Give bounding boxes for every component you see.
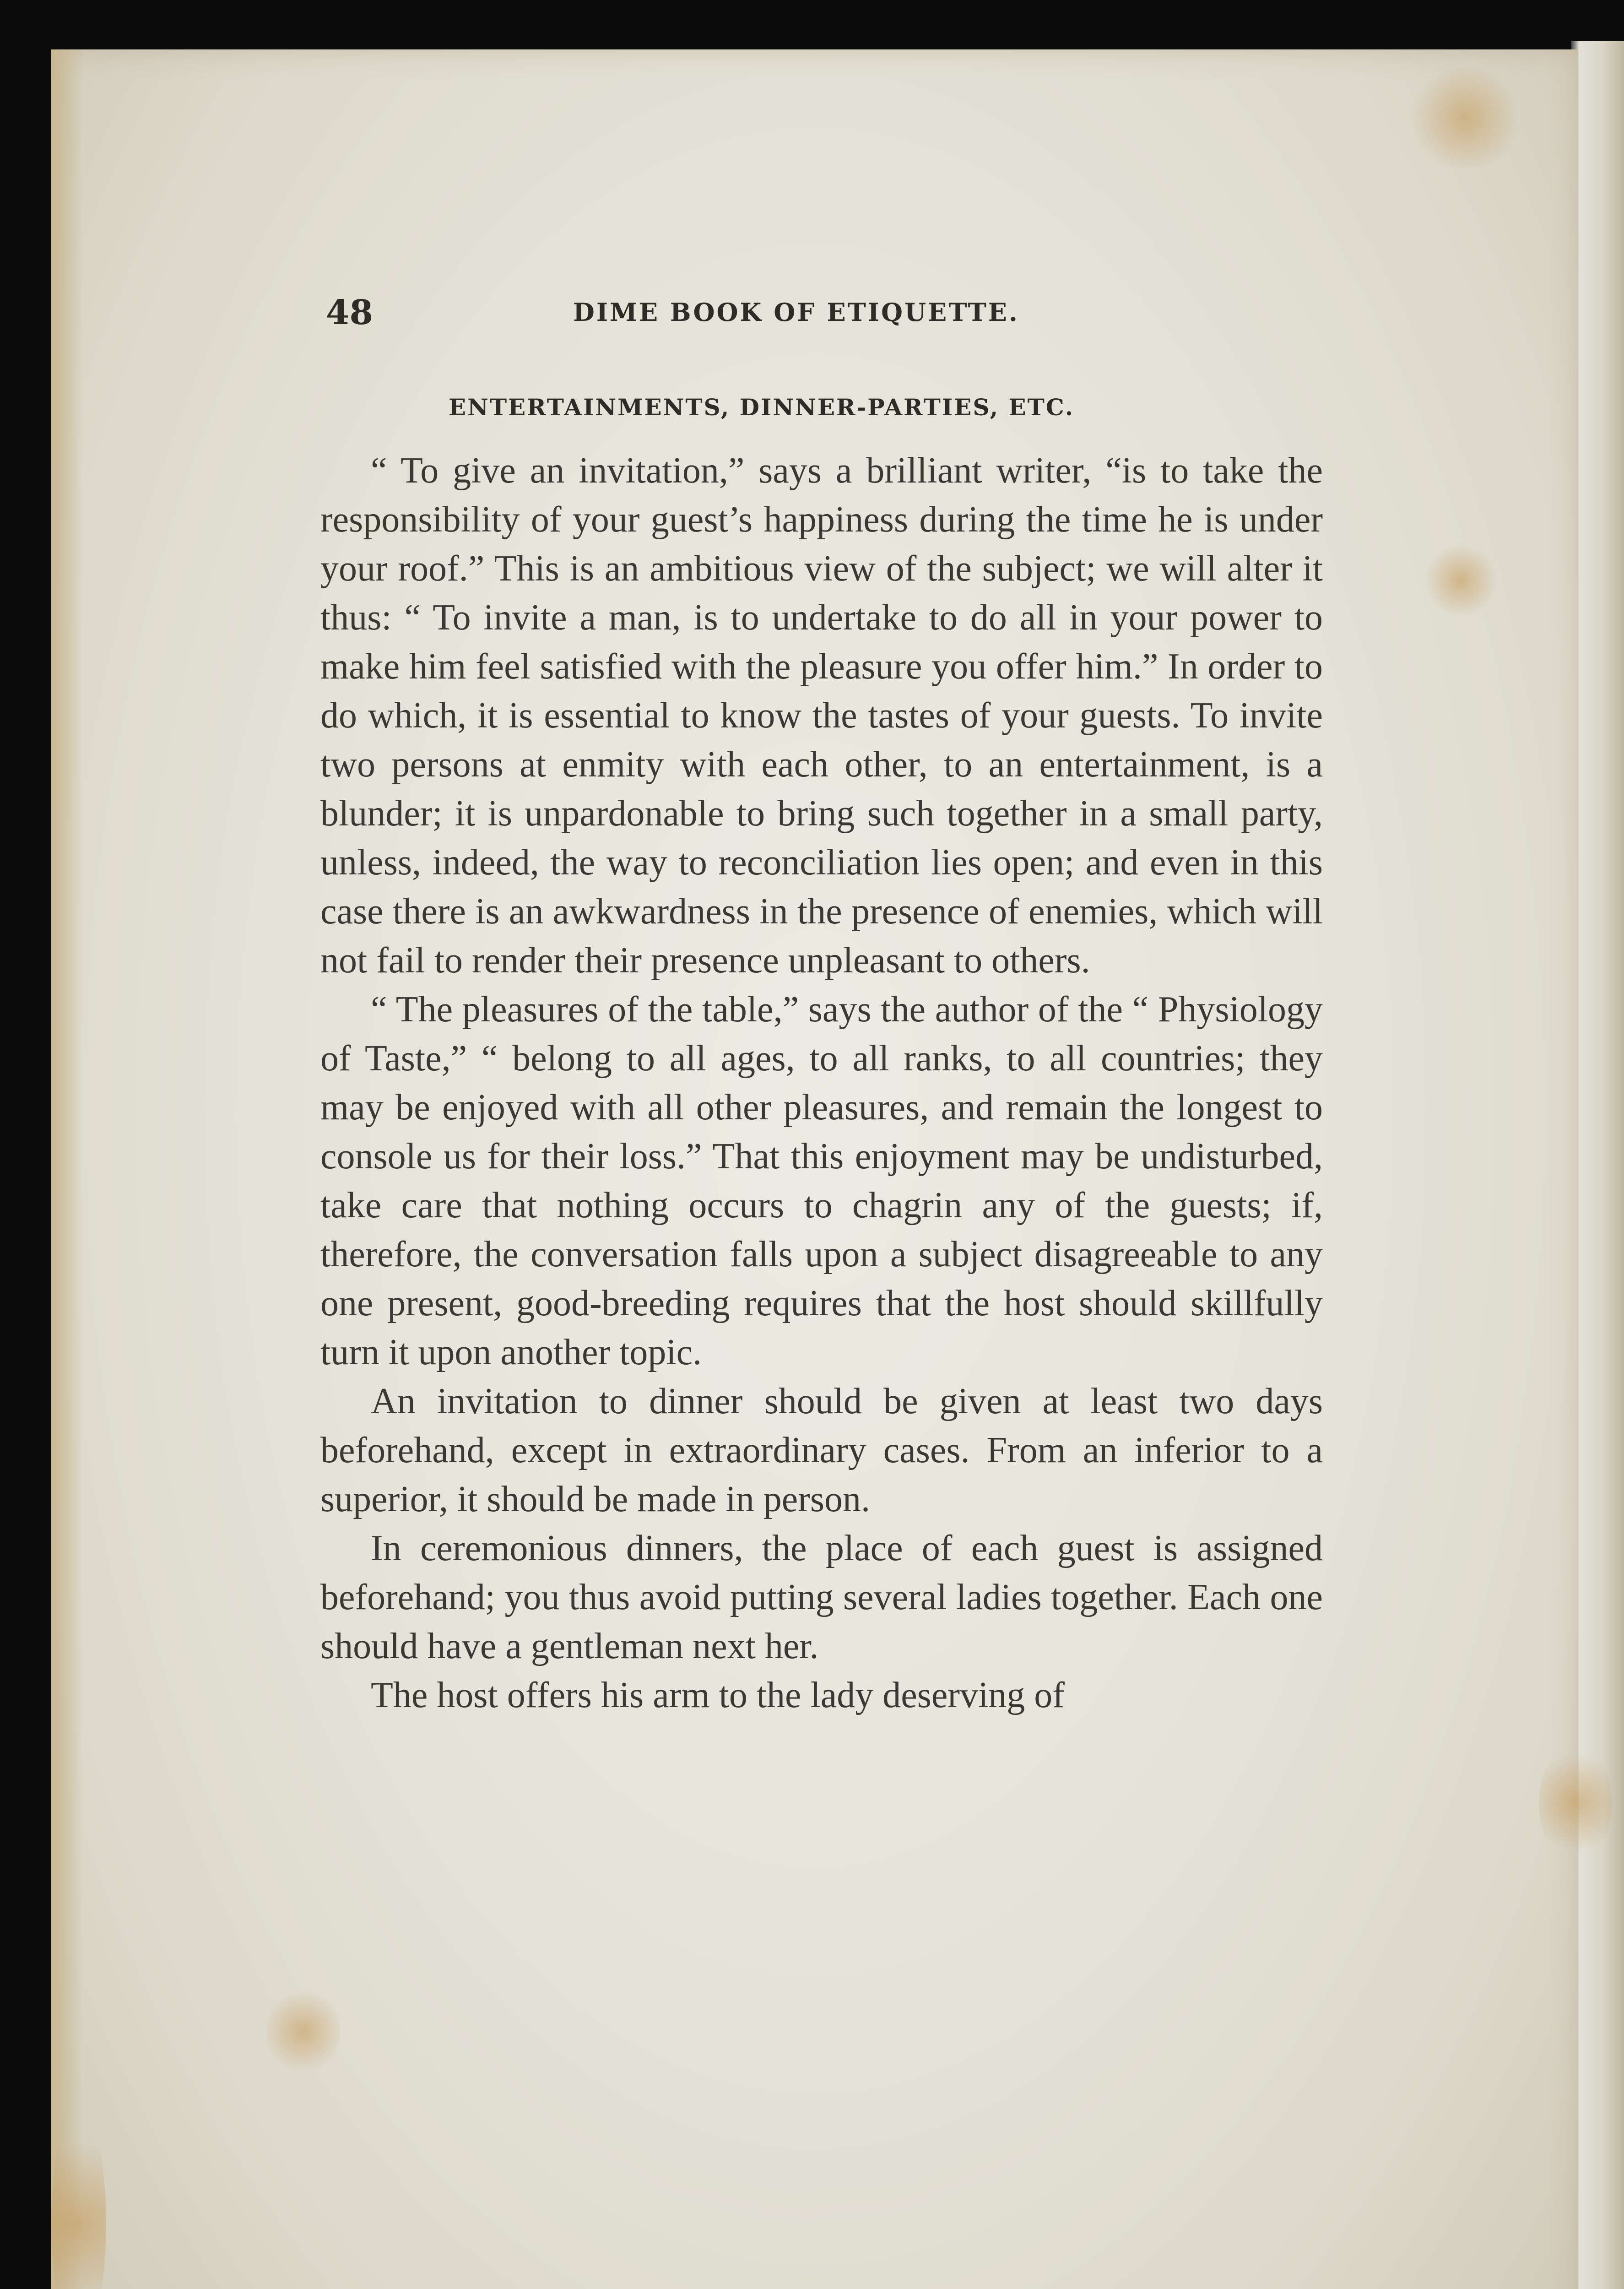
paragraph: “ To give an invitation,” says a brilliant writer, “is to take the responsibility of your guest’s happiness during the time he is under your roof.” This is an ambitious view of the subject; we will alter it thus: “ To invite a man, is to undertake to do all in your power to make him feel satisfied with the pleasure you offer him.” In order to do which, it is essential to know the tastes of your guests. To invite two persons at enmity with each other, to an entertainment, is a blunder; it is unpardonable to bring such together in a small party, unless, indeed, the way to reconciliation lies open; and even in this case there is an awkwardness in the presence of enemies, which will not fail to render their presence unpleasant to others. xyxy=(320,450,1323,981)
body-text xyxy=(320,446,1323,1720)
page-number: 48 xyxy=(326,293,373,332)
paragraph: The host offers his arm to the lady deserving of xyxy=(371,1675,1065,1715)
paragraph: An invitation to dinner should be given at least two days beforehand, except in extraordinary cases. From an inferior to a superior, it should be made in person. xyxy=(320,1381,1323,1519)
paragraph: “ The pleasures of the table,” says the author of the “ Physiology of Taste,” “ belong to all ages, to all ranks, to all countries; they may be enjoyed with all other pleasures, and remain the longest to console us for their loss.” That this enjoyment may be undisturbed, take care that nothing occurs to chagrin any of the guests; if, therefore, the conversation falls upon a subject disagreeable to any one present, good-breeding requires that the host should skillfully turn it upon another topic. xyxy=(320,989,1323,1372)
paragraph: In ceremonious dinners, the place of each guest is assigned beforehand; you thus avoid putting several ladies together. Each one should have a gentleman next her. xyxy=(320,1528,1323,1666)
foxing-stain xyxy=(51,2110,106,2289)
foxing-stain xyxy=(1424,544,1498,617)
foxing-stain xyxy=(1539,1743,1612,1862)
running-head xyxy=(326,293,1319,334)
book-spine-edge xyxy=(1571,41,1624,2289)
section-heading: ENTERTAINMENTS, DINNER-PARTIES, ETC. xyxy=(449,394,1075,421)
book-title: DIME BOOK OF ETIQUETTE. xyxy=(573,298,1019,327)
foxing-stain xyxy=(266,1986,340,2077)
foxing-stain xyxy=(1406,68,1525,168)
